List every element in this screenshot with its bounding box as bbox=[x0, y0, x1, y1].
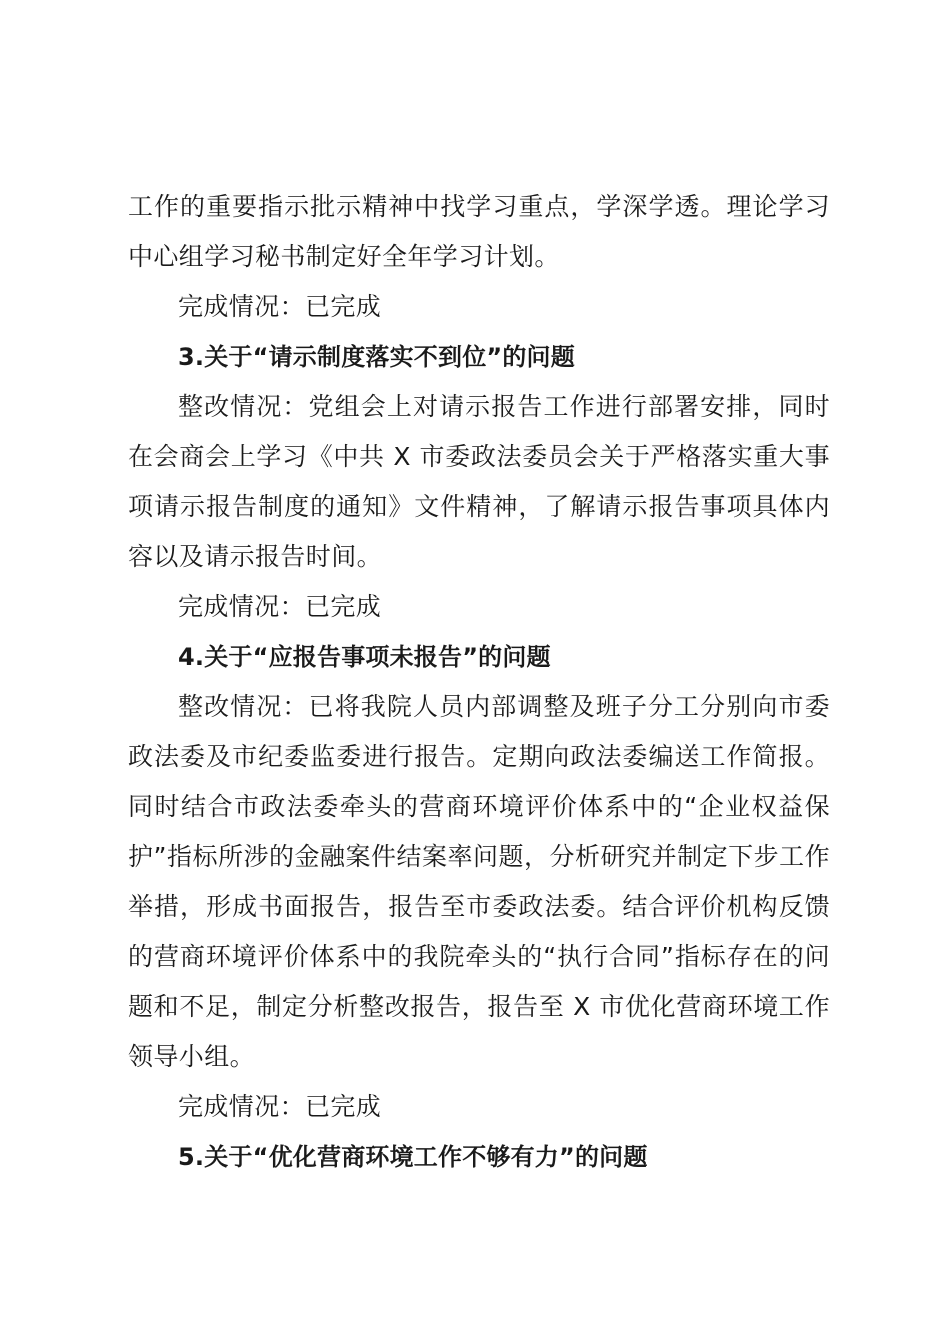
section-heading-4: 4.关于“应报告事项未报告”的问题 bbox=[178, 643, 551, 671]
paragraph-rectification-4: 整改情况：已将我院人员内部调整及班子分工分别向市委政法委及市纪委监委进行报告。定期向政法委编送工作简报。同时结合市政法委牵头的营商环境评价体系中的“企业权益保护”指标所涉的金融案件结案率问题，分析研究并制定下步工作举措，形成书面报告，报告至市委政法委。结合评价机构反馈的营商环境评价体系中的我院牵头的“执行合同”指标存在的问题和不足，制定分析整改报告，报告至 X 市优化营商环境工作领导小组。 bbox=[128, 692, 830, 1071]
status-line-3: 完成情况：已完成 bbox=[178, 1092, 382, 1121]
status-line-1: 完成情况：已完成 bbox=[178, 292, 382, 321]
status-line-2: 完成情况：已完成 bbox=[178, 592, 382, 621]
section-heading-3: 3.关于“请示制度落实不到位”的问题 bbox=[178, 343, 575, 371]
paragraph-study-plan: 工作的重要指示批示精神中找学习重点，学深学透。理论学习中心组学习秘书制定好全年学习计划。 bbox=[128, 192, 830, 271]
document-body bbox=[128, 182, 830, 1182]
section-heading-5: 5.关于“优化营商环境工作不够有力”的问题 bbox=[178, 1143, 648, 1171]
paragraph-rectification-3: 整改情况：党组会上对请示报告工作进行部署安排，同时在会商会上学习《中共 X 市委政法委员会关于严格落实重大事项请示报告制度的通知》文件精神，了解请示报告事项具体内容以及请示报告时间。 bbox=[128, 392, 830, 571]
